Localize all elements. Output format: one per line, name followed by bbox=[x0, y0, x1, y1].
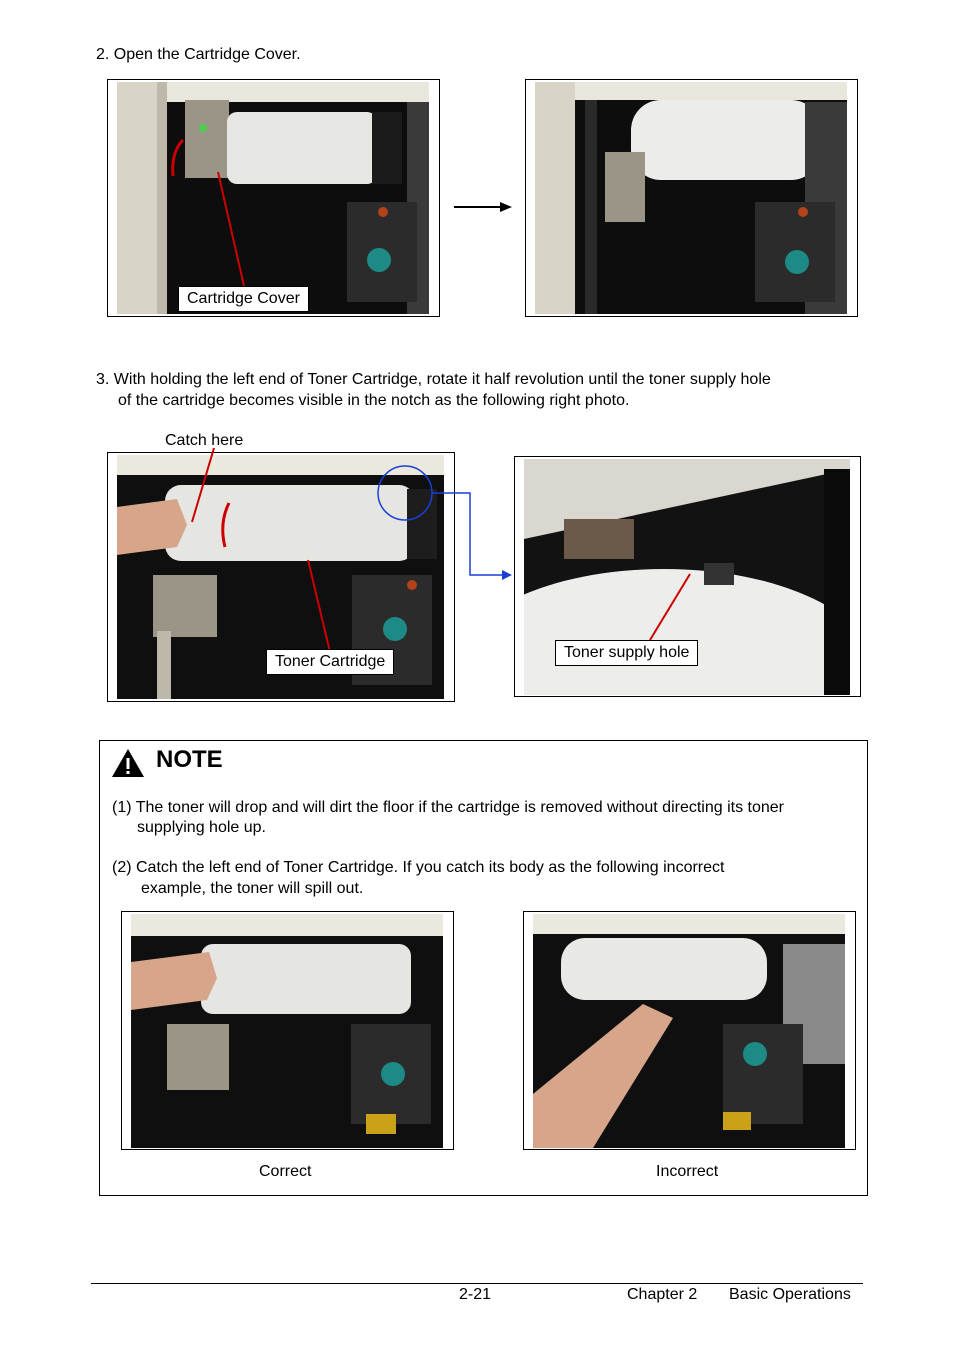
toner-supply-hole-label: Toner supply hole bbox=[555, 640, 698, 666]
footer-divider bbox=[91, 1283, 863, 1284]
footer-chapter: Chapter 2 bbox=[627, 1286, 698, 1303]
note-item1-line2: supplying hole up. bbox=[137, 819, 266, 836]
photo-correct-grip bbox=[131, 914, 443, 1148]
photo-cover-open bbox=[535, 82, 847, 314]
photo-incorrect-grip bbox=[533, 914, 845, 1148]
toner-supply-hole-pointer-line bbox=[644, 572, 694, 642]
step2-instruction: 2. Open the Cartridge Cover. bbox=[96, 46, 301, 63]
catch-here-pointer-line bbox=[186, 446, 226, 526]
toner-cartridge-label: Toner Cartridge bbox=[266, 649, 394, 675]
catch-here-label: Catch here bbox=[165, 432, 244, 449]
toner-cartridge-pointer-line bbox=[300, 556, 340, 656]
correct-caption: Correct bbox=[259, 1163, 312, 1180]
photo-cover-closed bbox=[117, 82, 429, 314]
note-item2-line2: example, the toner will spill out. bbox=[141, 880, 364, 897]
page-number: 2-21 bbox=[459, 1286, 492, 1303]
cartridge-cover-label: Cartridge Cover bbox=[178, 286, 309, 312]
warning-icon bbox=[110, 747, 146, 779]
note-title: NOTE bbox=[156, 746, 223, 773]
step3-instruction-line2: of the cartridge becomes visible in the notch as the following right photo. bbox=[118, 392, 630, 409]
notch-highlight-arrow bbox=[376, 462, 516, 586]
cartridge-cover-pointer-line bbox=[200, 170, 250, 290]
note-item1-line1: (1) The toner will drop and will dirt the floor if the cartridge is removed without directing its toner bbox=[112, 799, 785, 816]
note-item2-line1: (2) Catch the left end of Toner Cartridge. If you catch its body as the following incorrect bbox=[112, 859, 725, 876]
step3-instruction-line1: 3. With holding the left end of Toner Cartridge, rotate it half revolution until the toner supply hole bbox=[96, 371, 771, 388]
footer-section: Basic Operations bbox=[729, 1286, 851, 1303]
right-arrow-icon bbox=[452, 198, 514, 216]
incorrect-caption: Incorrect bbox=[656, 1163, 719, 1180]
